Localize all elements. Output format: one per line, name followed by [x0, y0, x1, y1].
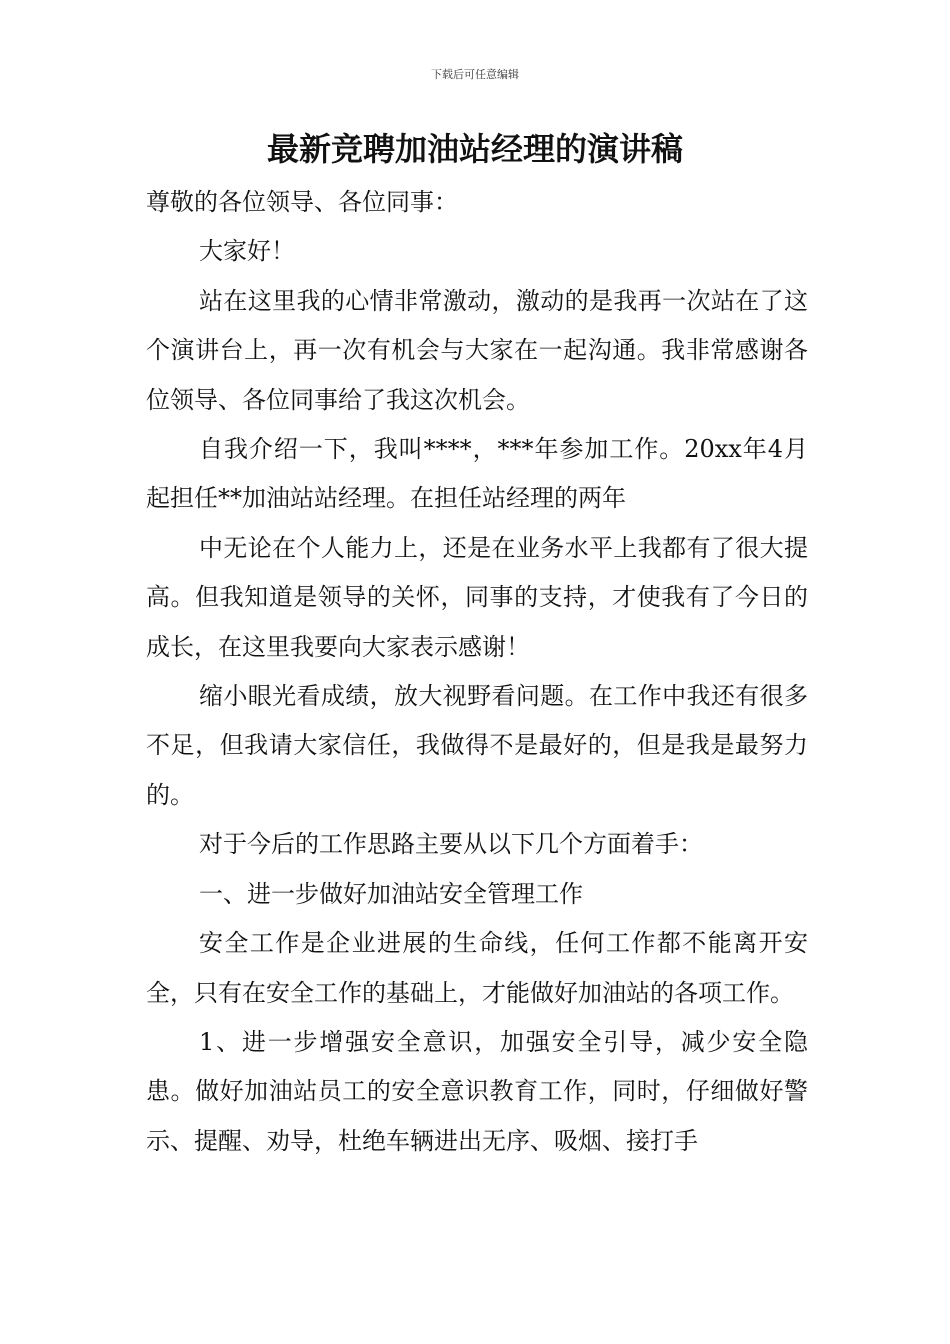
- paragraph-safety: 安全工作是企业进展的生命线，任何工作都不能离开安全，只有在安全工作的基础上，才能做好加油站的各项工作。: [146, 929, 808, 1007]
- paragraph-self-intro: 自我介绍一下，我叫****，***年参加工作。20xx年4月起担任**加油站站经理。在担任站经理的两年: [146, 435, 808, 513]
- document-title: 最新竞聘加油站经理的演讲稿: [266, 130, 683, 168]
- header-note: 下载后可任意编辑: [431, 68, 519, 81]
- paragraph-growth: 中无论在个人能力上，还是在业务水平上我都有了很大提高。但我知道是领导的关怀，同事的支持，才使我有了今日的成长，在这里我要向大家表示感谢！: [146, 533, 808, 661]
- salutation: 尊敬的各位领导、各位同事：: [146, 188, 458, 216]
- paragraph-plan-intro: 对于今后的工作思路主要从以下几个方面着手：: [199, 830, 703, 859]
- document-body: [146, 178, 808, 1166]
- greeting: 大家好！: [199, 237, 295, 266]
- paragraph-safety-item-1: 1、进一步增强安全意识，加强安全引导，减少安全隐患。做好加油站员工的安全意识教育工作，同时，仔细做好警示、提醒、劝导，杜绝车辆进出无序、吸烟、接打手: [146, 1027, 808, 1155]
- paragraph-reflection: 缩小眼光看成绩，放大视野看问题。在工作中我还有很多不足，但我请大家信任，我做得不是最好的，但是我是最努力的。: [146, 682, 808, 809]
- paragraph-opening: 站在这里我的心情非常激动，激动的是我再一次站在了这个演讲台上，再一次有机会与大家在一起沟通。我非常感谢各位领导、各位同事给了我这次机会。: [146, 286, 808, 414]
- section-heading-safety: 一、进一步做好加油站安全管理工作: [199, 879, 583, 908]
